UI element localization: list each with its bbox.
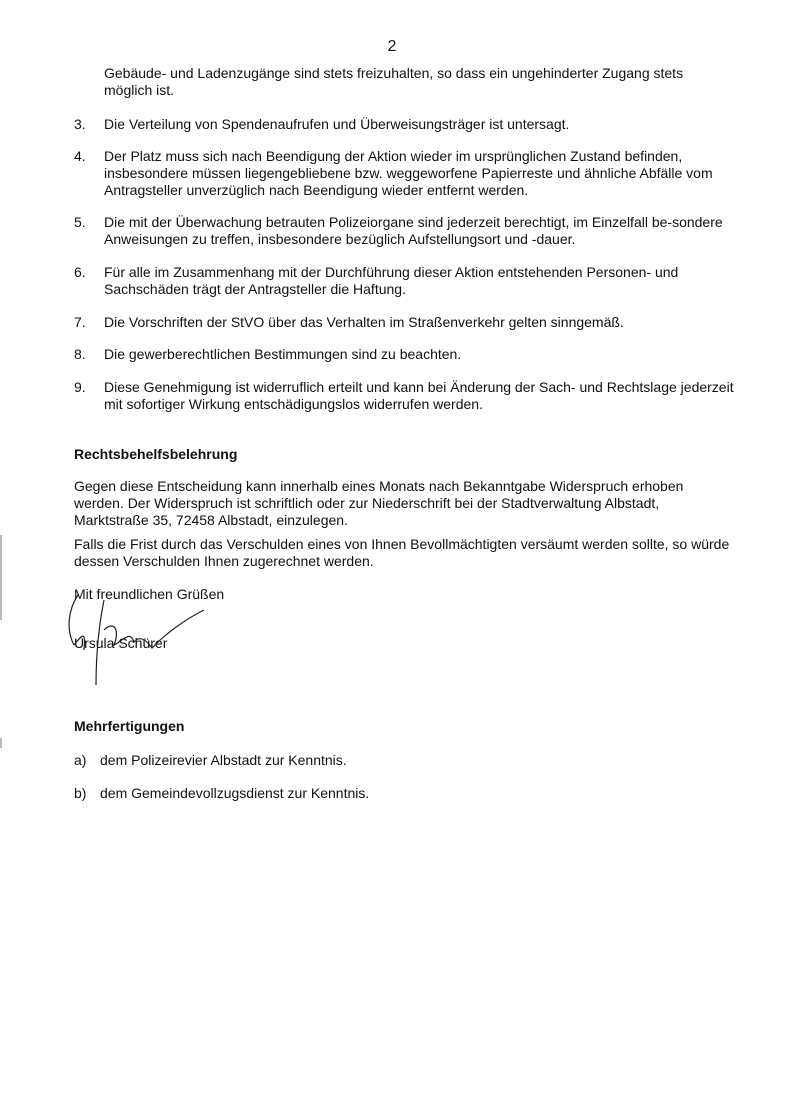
copies-heading: Mehrfertigungen xyxy=(74,718,185,734)
item-text: Die mit der Überwachung betrauten Polizeiorgane sind jederzeit berechtigt, im Einzelfall be-sondere Anweisungen zu treffen, insbesondere bezüglich Aufstellungsort und -dauer. xyxy=(104,214,723,247)
item-text: Diese Genehmigung ist widerruflich erteilt und kann bei Änderung der Sach- und Rechtslage jederzeit mit sofortiger Wirkung entschädigungslos widerrufen werden. xyxy=(104,379,734,412)
item-text: Für alle im Zusammenhang mit der Durchführung dieser Aktion entstehenden Personen- und Sachschäden trägt der Antragsteller die Haftung. xyxy=(104,264,679,297)
item-text: Die Verteilung von Spendenaufrufen und Überweisungsträger ist untersagt. xyxy=(104,116,570,132)
item-number: 7. xyxy=(74,314,86,330)
continuation-text: Gebäude- und Ladenzugänge sind stets freizuhalten, so dass ein ungehinderter Zugang stets möglich ist. xyxy=(104,65,684,98)
item-number: 9. xyxy=(74,379,86,395)
item-text: Die gewerberechtlichen Bestimmungen sind zu beachten. xyxy=(104,346,462,362)
item-number: 8. xyxy=(74,346,86,362)
copy-item-text: dem Gemeindevollzugsdienst zur Kenntnis. xyxy=(100,785,370,801)
copy-item-label: b) xyxy=(74,785,87,801)
legal-notice-paragraph: Falls die Frist durch das Verschulden eines von Ihnen Bevollmächtigten versäumt werden sollte, so würde dessen Verschulden Ihnen zugerechnet werden. xyxy=(74,536,730,569)
item-number: 5. xyxy=(74,214,86,230)
scan-edge-mark xyxy=(0,535,2,620)
signatory-name: Ursula Schürer xyxy=(74,635,168,651)
item-text: Der Platz muss sich nach Beendigung der Aktion wieder im ursprünglichen Zustand befinden, insbesondere müssen liegengebliebene bzw. weggeworfene Papierreste und ähnliche Abfälle vom Antragsteller unverzüglich nach Beendigung wieder entfernt werden. xyxy=(104,148,713,198)
item-number: 6. xyxy=(74,264,86,280)
copy-item-label: a) xyxy=(74,752,87,768)
scan-edge-mark xyxy=(0,738,2,748)
page-number: 2 xyxy=(387,38,397,55)
item-number: 3. xyxy=(74,116,86,132)
legal-notice-paragraph: Gegen diese Entscheidung kann innerhalb eines Monats nach Bekanntgabe Widerspruch erhoben werden. Der Widerspruch ist schriftlich oder zur Niederschrift bei der Stadtverwaltung Albstadt, Marktstraße 35, 72458 Albstadt, einzulegen. xyxy=(74,478,684,528)
copy-item-text: dem Polizeirevier Albstadt zur Kenntnis. xyxy=(100,752,347,768)
signature-icon xyxy=(64,590,224,690)
item-number: 4. xyxy=(74,148,86,164)
legal-notice-heading: Rechtsbehelfsbelehrung xyxy=(74,446,238,462)
closing-greeting: Mit freundlichen Grüßen xyxy=(74,586,225,602)
item-text: Die Vorschriften der StVO über das Verhalten im Straßenverkehr gelten sinngemäß. xyxy=(104,314,624,330)
